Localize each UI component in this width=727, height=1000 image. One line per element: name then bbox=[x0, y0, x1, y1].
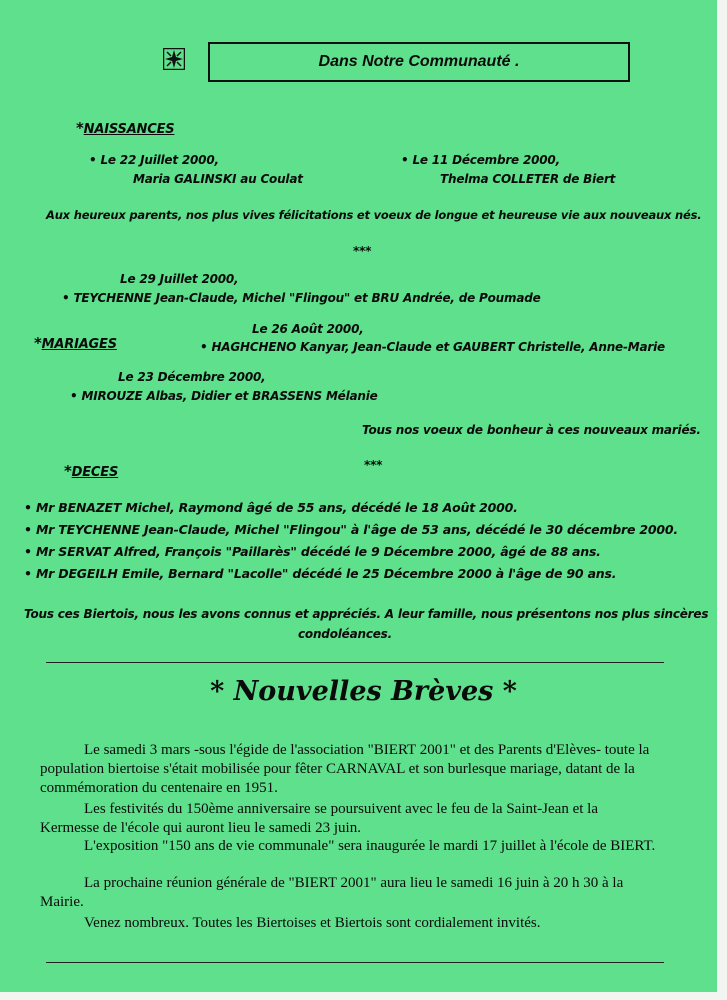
page-title-text: Dans Notre Communauté . bbox=[318, 53, 520, 70]
birth-2-date: • Le 11 Décembre 2000, bbox=[401, 153, 560, 167]
marriage-2-date: Le 23 Décembre 2000, bbox=[118, 370, 266, 384]
death-4: • Mr DEGEILH Emile, Bernard "Lacolle" décédé le 25 Décembre 2000 à l'âge de 90 ans. bbox=[24, 566, 617, 581]
ornament-icon bbox=[163, 48, 185, 70]
birth-2-name: Thelma COLLETER de Biert bbox=[440, 172, 616, 186]
birth-1-name: Maria GALINSKI au Coulat bbox=[133, 172, 303, 186]
mariages-heading-text: MARIAGES bbox=[41, 337, 117, 352]
divider-bottom bbox=[46, 962, 664, 963]
mariages-wishes: Tous nos voeux de bonheur à ces nouveaux mariés. bbox=[362, 423, 701, 437]
death-3: • Mr SERVAT Alfred, François "Paillarès" décédé le 9 Décembre 2000, âgé de 88 ans. bbox=[24, 544, 601, 559]
breves-paragraph-2: Les festivités du 150ème anniversaire se poursuivent avec le feu de la Saint-Jean et la Kermesse de l'école qui auront lieu le samedi 23 juin. bbox=[40, 801, 598, 836]
deces-heading bbox=[64, 461, 118, 480]
asterisk-icon: * bbox=[76, 119, 84, 137]
death-1: • Mr BENAZET Michel, Raymond âgé de 55 ans, décédé le 18 Août 2000. bbox=[24, 500, 518, 515]
marriage-2-names: • MIROUZE Albas, Didier et BRASSENS Mélanie bbox=[70, 389, 378, 403]
birth-3-date: Le 29 Juillet 2000, bbox=[120, 272, 239, 286]
birth-3-name: • TEYCHENNE Jean-Claude, Michel "Flingou" et BRU Andrée, de Poumade bbox=[62, 291, 541, 305]
breves-paragraph-4: La prochaine réunion générale de "BIERT 2001" aura lieu le samedi 16 juin à 20 h 30 à la Mairie. bbox=[40, 875, 624, 910]
page-title bbox=[208, 42, 630, 82]
divider-top bbox=[46, 662, 664, 663]
naissances-wishes: Aux heureux parents, nos plus vives félicitations et voeux de longue et heureuse vie aux nouveaux nés. bbox=[46, 208, 702, 222]
mariages-heading bbox=[34, 333, 117, 352]
condolences-line-1: Tous ces Biertois, nous les avons connus et appréciés. A leur famille, nous présentons nos plus sincères bbox=[24, 607, 709, 621]
death-2: • Mr TEYCHENNE Jean-Claude, Michel "Flingou" à l'âge de 53 ans, décédé le 30 décembre 2000. bbox=[24, 522, 678, 537]
naissances-heading bbox=[76, 118, 174, 137]
breves-title: * Nouvelles Brèves * bbox=[210, 676, 517, 707]
marriage-1-date: Le 26 Août 2000, bbox=[252, 322, 364, 336]
paper-edge-right bbox=[717, 0, 727, 1000]
paper-edge-bottom bbox=[0, 992, 727, 1000]
naissances-heading-text: NAISSANCES bbox=[83, 122, 175, 137]
birth-1-date: • Le 22 Juillet 2000, bbox=[89, 153, 219, 167]
breves-paragraph-3: L'exposition "150 ans de vie communale" sera inaugurée le mardi 17 juillet à l'école de BIERT. bbox=[84, 838, 656, 854]
asterisk-icon: * bbox=[64, 462, 72, 480]
separator-1: *** bbox=[353, 244, 372, 258]
asterisk-icon: * bbox=[34, 334, 42, 352]
condolences-line-2: condoléances. bbox=[298, 627, 392, 641]
marriage-1-names: • HAGHCHENO Kanyar, Jean-Claude et GAUBERT Christelle, Anne-Marie bbox=[200, 340, 665, 354]
separator-2: *** bbox=[364, 458, 383, 472]
breves-paragraph-5: Venez nombreux. Toutes les Biertoises et Biertois sont cordialement invités. bbox=[84, 915, 541, 931]
deces-heading-text: DECES bbox=[71, 465, 119, 480]
breves-paragraph-1: Le samedi 3 mars -sous l'égide de l'association "BIERT 2001" et des Parents d'Elèves- toute la population biertoise s'était mobilisée pour fêter CARNAVAL et son burlesque mariage, datant de la commémoration du centenaire en 1951. bbox=[40, 742, 650, 796]
